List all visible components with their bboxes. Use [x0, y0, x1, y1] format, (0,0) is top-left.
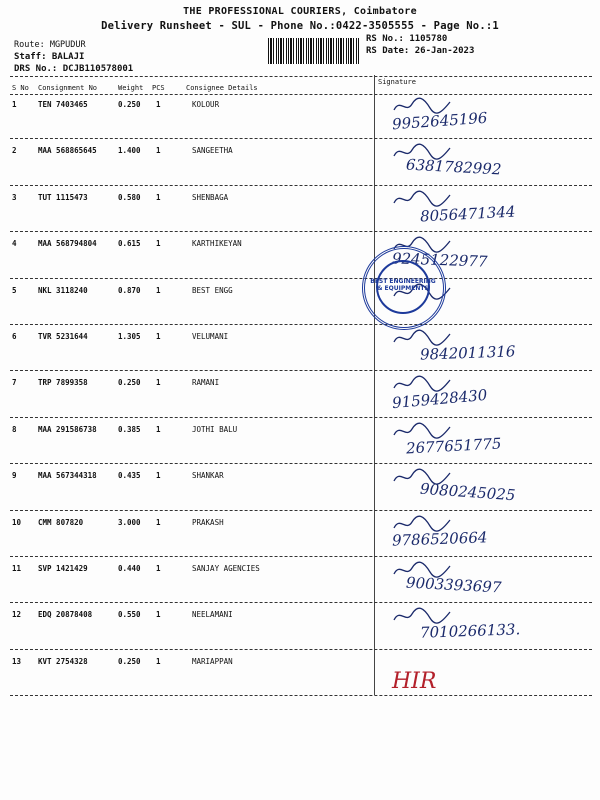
row-weight: 0.250 — [118, 378, 141, 388]
rs-date: RS Date: 26-Jan-2023 — [366, 46, 475, 56]
row-sno: 3 — [12, 192, 17, 202]
row-signature: 6381782992 — [405, 155, 502, 179]
row-separator — [10, 695, 592, 696]
row-sno: 7 — [12, 378, 17, 388]
row-sno: 10 — [12, 517, 22, 527]
row-consignment: MAA 568794804 — [38, 239, 97, 249]
row-weight: 1.400 — [118, 146, 141, 156]
row-separator — [10, 324, 592, 325]
row-sno: 4 — [12, 239, 17, 249]
stamp-text: BEST ENGINEERING & EQUIPMENTS — [370, 278, 436, 292]
row-pcs: 1 — [156, 424, 161, 434]
barcode — [268, 38, 360, 64]
row-sno: 13 — [12, 656, 22, 666]
row-sno: 2 — [12, 146, 17, 156]
row-separator — [10, 602, 592, 603]
row-separator — [10, 231, 592, 232]
row-pcs: 1 — [156, 239, 161, 249]
row-consignment: EDQ 20878408 — [38, 610, 93, 620]
document-subtitle: Delivery Runsheet - SUL - Phone No.:0422-3505555 - Page No.:1 — [101, 20, 499, 32]
row-weight: 0.385 — [118, 424, 141, 434]
row-weight: 0.870 — [118, 285, 141, 295]
row-sno: 5 — [12, 285, 17, 295]
row-separator — [10, 370, 592, 371]
row-separator — [10, 463, 592, 464]
signature-scribble — [392, 374, 452, 392]
col-consignment: Consignment No — [38, 84, 98, 92]
row-pcs: 1 — [156, 285, 161, 295]
row-signature: 9159428430 — [391, 386, 489, 413]
row-signature: 9080245025 — [419, 479, 516, 505]
row-pcs: 1 — [156, 656, 161, 666]
row-pcs: 1 — [156, 564, 161, 573]
signature-scribble — [392, 467, 452, 485]
row-consignment: CMM 807820 — [38, 517, 84, 527]
row-signature: 9003393697 — [405, 573, 502, 597]
staff-label: Staff: BALAJI — [14, 52, 85, 62]
row-separator — [10, 278, 592, 279]
row-pcs: 1 — [156, 100, 161, 109]
row-pcs: 1 — [156, 471, 161, 481]
row-consignment: TRP 7899358 — [38, 378, 88, 388]
row-separator — [10, 510, 592, 511]
row-pcs: 1 — [156, 378, 161, 388]
table-top-rule — [10, 76, 592, 77]
row-consignment: TUT 1115473 — [38, 192, 88, 202]
col-pcs: PCS — [152, 84, 165, 92]
signature-scribble — [392, 328, 452, 346]
row-consignment: TVR 5231644 — [38, 332, 88, 341]
row-separator — [10, 417, 592, 418]
row-separator — [10, 556, 592, 557]
row-consignee: SANJAY AGENCIES — [192, 564, 260, 573]
row-consignee: BEST ENGG — [192, 285, 233, 295]
signature-scribble — [392, 142, 452, 160]
row-pcs: 1 — [156, 192, 161, 202]
signature-scribble — [392, 96, 452, 114]
row-signature: 9952645196 — [391, 108, 488, 134]
row-consignee: SHENBAGA — [192, 192, 229, 202]
col-signature: Signature — [378, 78, 416, 86]
row-consignment: KVT 2754328 — [38, 656, 88, 666]
row-consignee: KOLOUR — [192, 100, 220, 109]
row-consignee: RAMANI — [192, 378, 220, 388]
signature-scribble — [392, 421, 452, 439]
row-weight: 3.000 — [118, 517, 141, 527]
header-rule — [10, 94, 592, 95]
row-signature: 2677651775 — [405, 434, 502, 458]
row-consignee: MARIAPPAN — [192, 656, 233, 666]
row-separator — [10, 138, 592, 139]
row-consignee: VELUMANI — [192, 332, 229, 341]
signature-scribble — [392, 653, 452, 671]
row-signature: 7010266133. — [419, 620, 521, 643]
drs-number: DRS No.: DCJB110578001 — [14, 64, 134, 74]
row-weight: 0.440 — [118, 564, 141, 573]
col-details: Consignee Details — [186, 84, 258, 92]
row-signature: HIR — [392, 668, 437, 694]
row-consignment: MAA 568865645 — [38, 146, 97, 156]
row-consignee: NEELAMANI — [192, 610, 233, 620]
row-pcs: 1 — [156, 146, 161, 156]
row-weight: 0.580 — [118, 192, 141, 202]
row-consignee: JOTHI BALU — [192, 424, 238, 434]
row-sno: 8 — [12, 424, 17, 434]
col-weight: Weight — [118, 84, 144, 92]
route-label: Route: MGPUDUR — [14, 40, 86, 50]
row-signature: 8056471344 — [419, 202, 516, 226]
row-sno: 6 — [12, 332, 17, 341]
document-title: THE PROFESSIONAL COURIERS, Coimbatore — [183, 6, 417, 17]
row-consignee: SHANKAR — [192, 471, 224, 481]
row-consignment: NKL 3118240 — [38, 285, 88, 295]
row-weight: 0.550 — [118, 610, 141, 620]
signature-scribble — [392, 514, 452, 532]
col-sno: S No — [12, 84, 29, 92]
row-pcs: 1 — [156, 610, 161, 620]
signature-scribble — [392, 606, 452, 624]
row-separator — [10, 649, 592, 650]
row-sno: 12 — [12, 610, 22, 620]
row-signature: 9842011316 — [419, 342, 516, 364]
row-weight: 0.250 — [118, 100, 141, 109]
row-weight: 0.435 — [118, 471, 141, 481]
signature-scribble — [392, 560, 452, 578]
row-weight: 0.250 — [118, 656, 141, 666]
row-consignment: MAA 291586738 — [38, 424, 97, 434]
row-consignee: SANGEETHA — [192, 146, 233, 156]
row-sno: 9 — [12, 471, 17, 481]
row-consignee: KARTHIKEYAN — [192, 239, 242, 249]
row-sno: 1 — [12, 100, 17, 109]
row-consignment: SVP 1421429 — [38, 564, 88, 573]
rs-number: RS No.: 1105780 — [366, 34, 448, 44]
row-sno: 11 — [12, 564, 22, 573]
row-signature: 9245122977 — [391, 249, 488, 271]
row-pcs: 1 — [156, 517, 161, 527]
row-consignment: TEN 7403465 — [38, 100, 88, 109]
row-weight: 0.615 — [118, 239, 141, 249]
row-pcs: 1 — [156, 332, 161, 341]
signature-scribble — [392, 189, 452, 207]
row-separator — [10, 185, 592, 186]
row-weight: 1.305 — [118, 332, 141, 341]
row-consignment: MAA 567344318 — [38, 471, 97, 481]
row-consignee: PRAKASH — [192, 517, 224, 527]
row-signature: 9786520664 — [391, 527, 488, 550]
